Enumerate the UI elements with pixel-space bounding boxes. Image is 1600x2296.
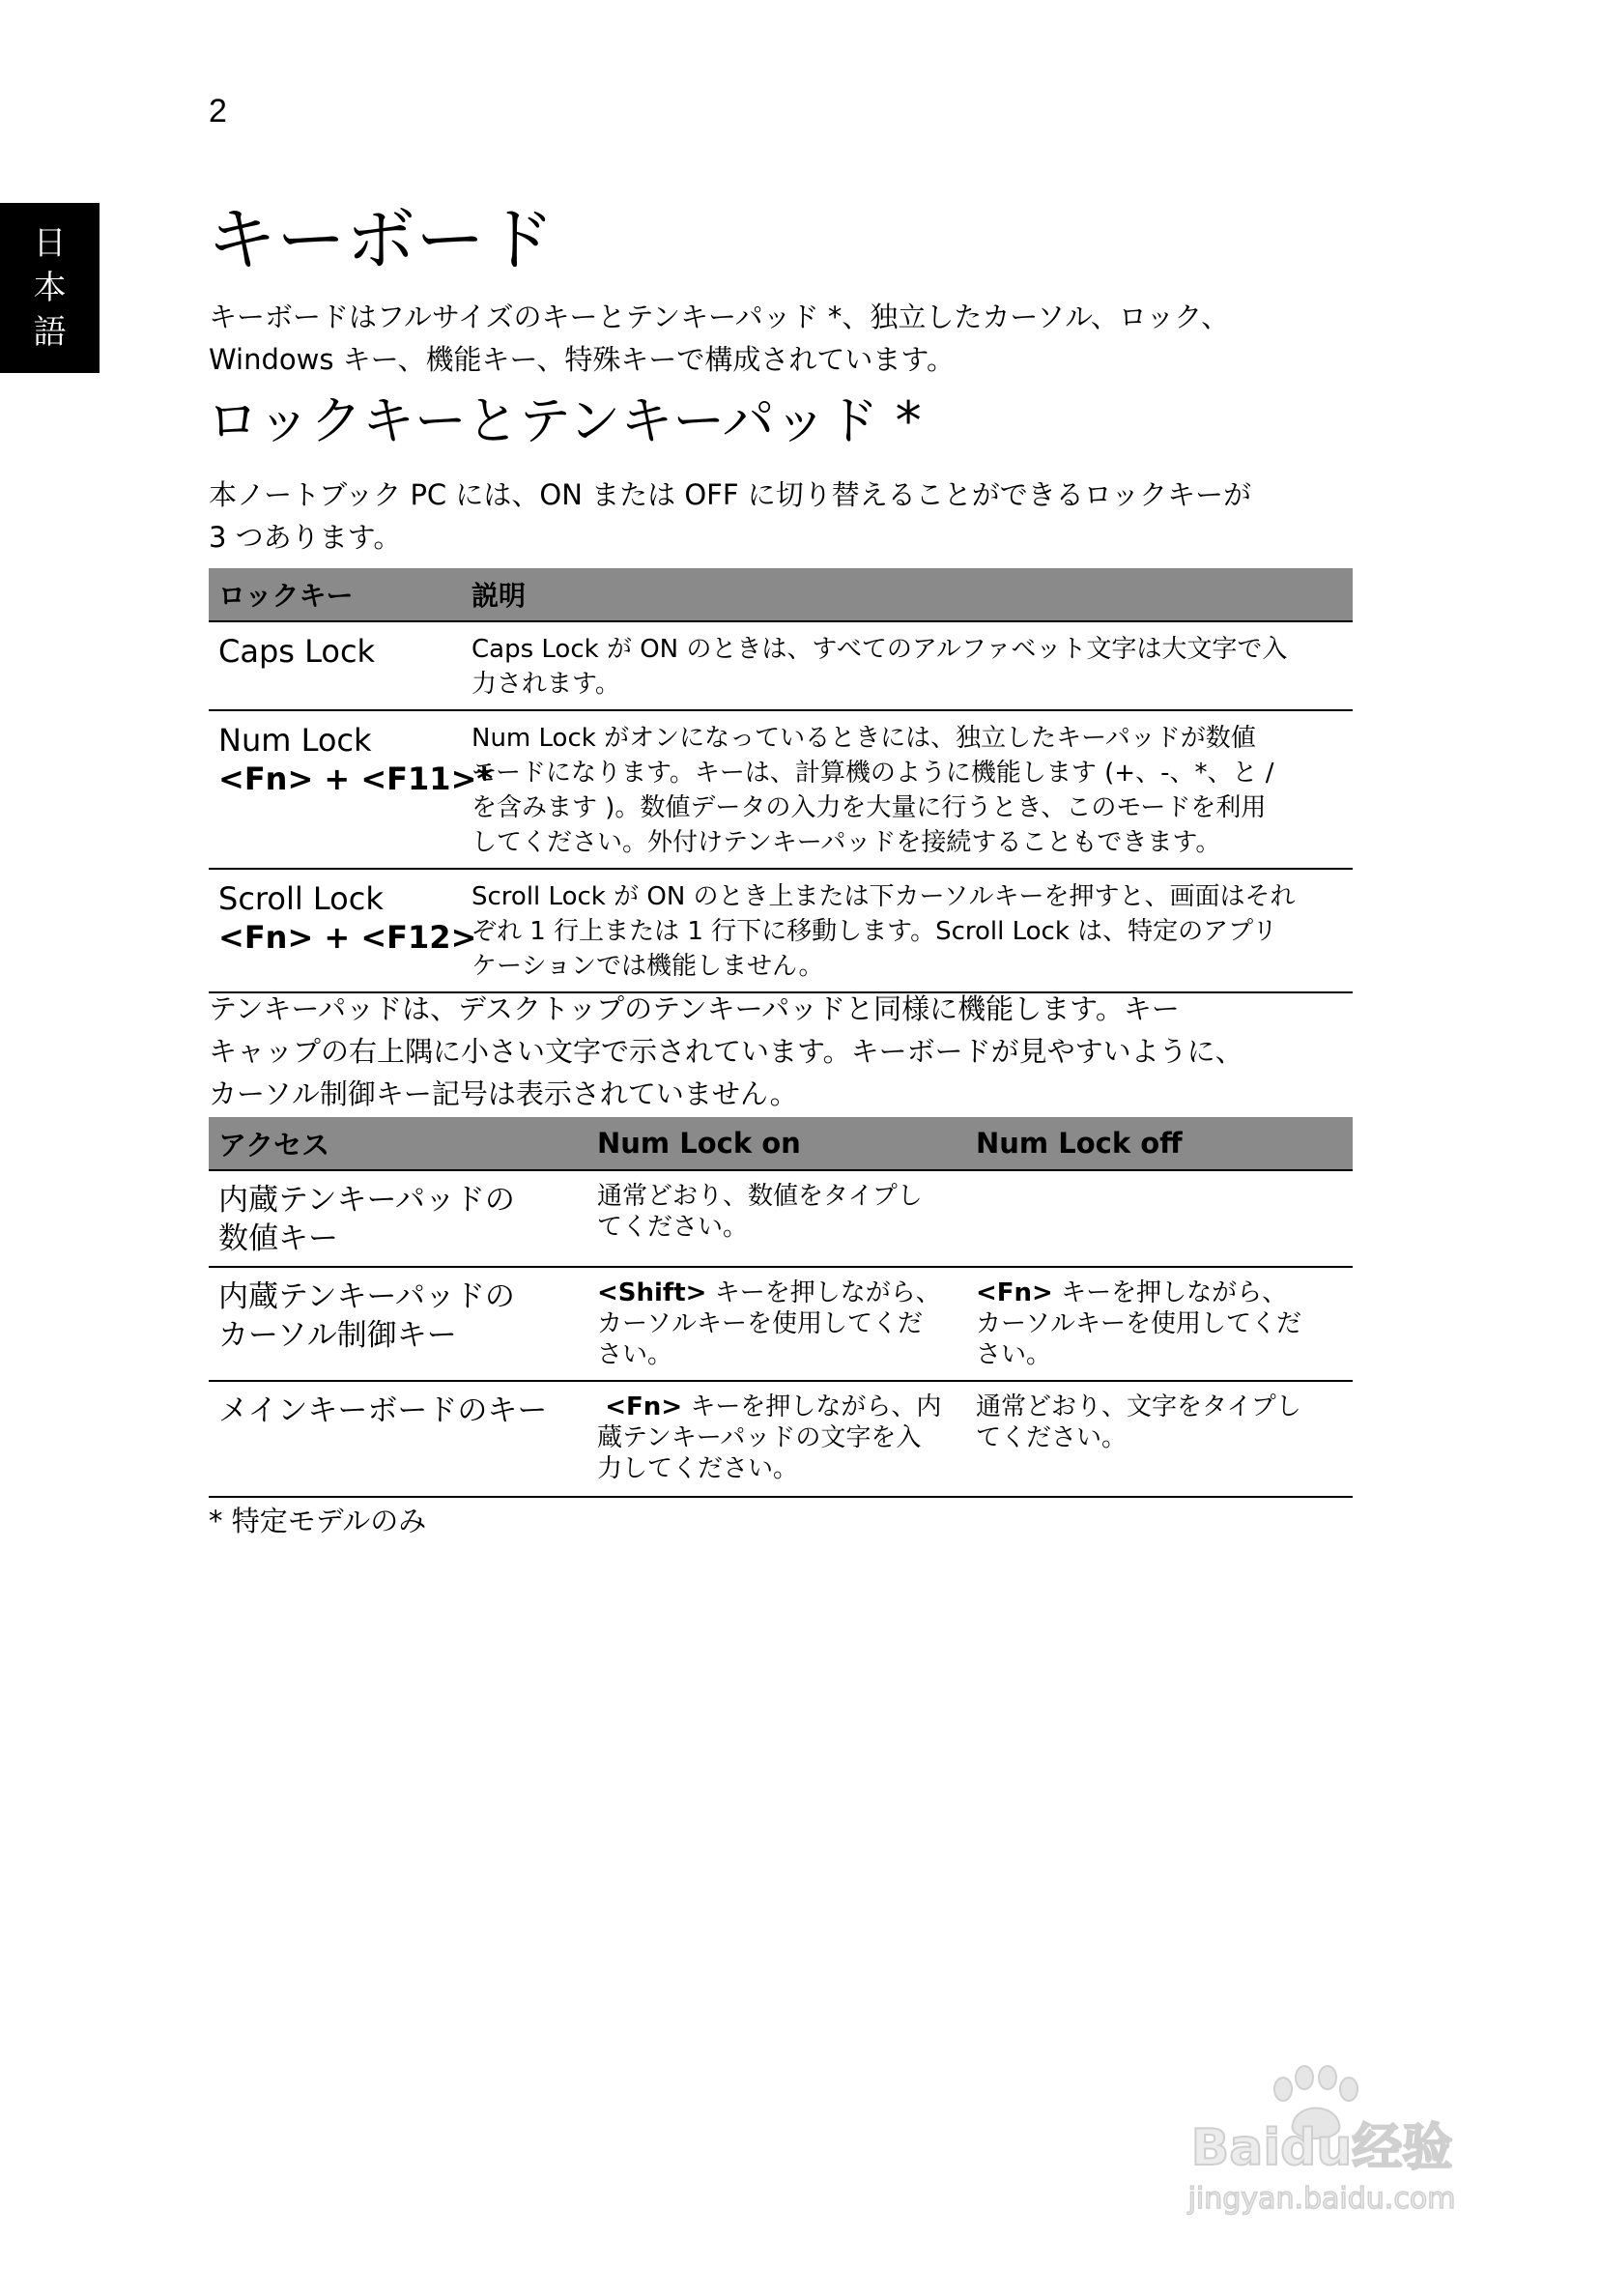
intro-line: キーボードはフルサイズのキーとテンキーパッド *、独立したカーソル、ロック、 [209, 301, 1230, 333]
lock-keys-table [209, 568, 1353, 993]
access-cell [209, 1381, 587, 1497]
cell-line: <Fn> キーを押しながら、内 [605, 1392, 942, 1421]
section-intro-paragraph [209, 474, 1368, 559]
keypad-line: カーソル制御キー記号は表示されていません。 [209, 1077, 798, 1110]
lock-key-cell [209, 869, 477, 992]
column-header: ロックキー [209, 568, 462, 621]
key-label: <Fn> [605, 1392, 683, 1421]
cell-line: <Fn> キーを押しながら、 [976, 1278, 1288, 1307]
lock-key-name: Scroll Lock [218, 880, 384, 917]
description-line: 力されます。 [471, 670, 620, 699]
cell-line: てください。 [597, 1213, 749, 1242]
intro-paragraph [209, 296, 1368, 381]
cell-line: <Shift> キーを押しながら、 [597, 1278, 941, 1307]
num-lock-on-cell [587, 1381, 966, 1497]
description-line: ケーションでは機能しません。 [471, 952, 824, 981]
table-row [209, 1381, 1353, 1497]
language-tab [0, 203, 100, 373]
section-intro-line: 本ノートブック PC には、ON または OFF に切り替えることができるロックキーが [209, 478, 1252, 511]
keypad-paragraph [209, 988, 1368, 1115]
cell-line: てください。 [976, 1423, 1128, 1452]
description-line: ぞれ 1 行上または 1 行下に移動します。Scroll Lock は、特定のアプリ [471, 917, 1278, 946]
access-line: 内蔵テンキーパッドの [218, 1183, 515, 1218]
lock-key-cell [209, 710, 494, 869]
lock-key-shortcut: <Fn> + <F12> [218, 919, 477, 956]
table-row [209, 621, 1353, 710]
lock-key-name: Caps Lock [218, 633, 376, 670]
cell-line: さい。 [976, 1340, 1052, 1369]
description-cell [462, 710, 1353, 869]
lock-key-shortcut: <Fn> + <F11>* [218, 761, 494, 797]
baidu-watermark [1129, 2029, 1515, 2223]
column-header: Num Lock off [966, 1117, 1353, 1170]
description-line: Caps Lock が ON のときは、すべてのアルファベット文字は大文字で入 [471, 635, 1288, 664]
cell-line: 通常どおり、文字をタイプし [976, 1392, 1301, 1421]
cell-line: カーソルキーを使用してくだ [597, 1309, 923, 1338]
cell-line: 通常どおり、数値をタイプし [597, 1182, 923, 1211]
table-row [209, 710, 1353, 869]
cell-line: 力してください。 [597, 1454, 799, 1483]
section-intro-line: 3 つあります。 [209, 521, 402, 554]
description-line: してください。外付けテンキーパッドを接続することもできます。 [471, 828, 1221, 857]
language-tab-char: 本 [33, 269, 67, 307]
cell-line: カーソルキーを使用してくだ [976, 1309, 1301, 1338]
language-tab-char: 日 [33, 224, 67, 263]
description-cell [462, 869, 1353, 992]
description-cell [462, 621, 1353, 710]
table-header-row [209, 568, 1353, 621]
page-number: 2 [209, 93, 227, 129]
watermark-url: jingyan.baidu.com [1187, 2182, 1456, 2216]
description-line: Scroll Lock が ON のとき上または下カーソルキーを押すと、画面はそれ [471, 882, 1296, 911]
table-row [209, 1267, 1353, 1381]
intro-line: Windows キー、機能キー、特殊キーで構成されています。 [209, 343, 956, 376]
description-line: モードになります。キーは、計算機のように機能します (+、-、*、と / [471, 759, 1274, 788]
keypad-access-table [209, 1117, 1353, 1498]
watermark-logo: Baidu经验 [1190, 2119, 1453, 2177]
table-row [209, 1170, 1353, 1267]
access-line: 内蔵テンキーパッドの [218, 1279, 515, 1314]
table-row [209, 869, 1353, 992]
lock-key-cell [209, 621, 462, 710]
cell-line: さい。 [597, 1340, 673, 1369]
page-title: キーボード [207, 199, 556, 280]
footnote: * 特定モデルのみ [209, 1505, 427, 1537]
description-line: Num Lock がオンになっているときには、独立したキーパッドが数値 [471, 724, 1256, 753]
num-lock-off-cell [966, 1170, 1353, 1267]
access-line: メインキーボードのキー [218, 1393, 548, 1428]
section-title: ロックキーとテンキーパッド * [207, 390, 922, 451]
num-lock-on-cell [587, 1267, 966, 1381]
access-cell [209, 1170, 587, 1267]
access-line: 数値キー [218, 1221, 338, 1256]
column-header: 説明 [462, 568, 1353, 621]
lock-key-name: Num Lock [218, 722, 372, 759]
table-header-row [209, 1117, 1353, 1170]
cell-line: 蔵テンキーパッドの文字を入 [597, 1423, 922, 1452]
language-tab-char: 語 [33, 313, 67, 352]
access-cell [209, 1267, 587, 1381]
access-line: カーソル制御キー [218, 1318, 457, 1353]
key-label: <Fn> [976, 1278, 1053, 1307]
num-lock-off-cell [966, 1381, 1353, 1497]
keypad-line: キャップの右上隅に小さい文字で示されています。キーボードが見やすいように、 [209, 1035, 1243, 1068]
num-lock-off-cell [966, 1267, 1353, 1381]
column-header: アクセス [209, 1117, 587, 1170]
description-line: を含みます )。数値データの入力を大量に行うとき、このモードを利用 [471, 793, 1267, 822]
key-label: <Shift> [597, 1278, 707, 1307]
column-header: Num Lock on [587, 1117, 966, 1170]
num-lock-on-cell [587, 1170, 966, 1267]
keypad-line: テンキーパッドは、デスクトップのテンキーパッドと同様に機能します。キー [209, 992, 1180, 1025]
